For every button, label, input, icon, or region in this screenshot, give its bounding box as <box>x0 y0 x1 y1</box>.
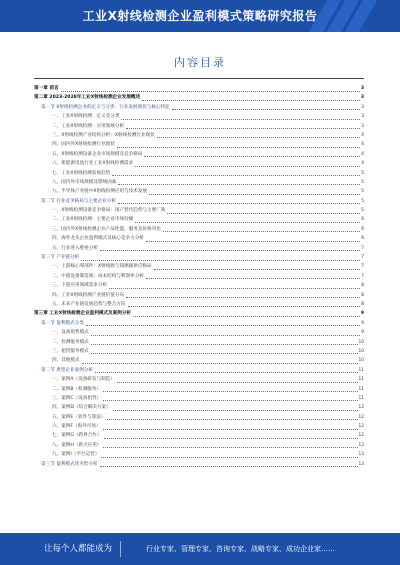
toc-entry[interactable] <box>34 413 364 422</box>
toc-dot-leader <box>103 422 358 430</box>
toc-dot-leader <box>126 291 360 299</box>
toc-entry-page: 13 <box>358 442 364 448</box>
toc-dot-leader <box>146 234 360 242</box>
toc-dot-leader <box>100 460 358 468</box>
toc-entry[interactable] <box>34 328 364 337</box>
toc-entry[interactable] <box>34 460 364 469</box>
toc-entry[interactable] <box>34 169 364 178</box>
toc-dot-leader <box>81 253 360 261</box>
toc-entry-title: 一、上游核心零部件：X射线源与探测器供应格局 <box>52 262 153 271</box>
toc-entry-page: 4 <box>361 132 364 138</box>
toc-entry-title: 一、案例A（设备研发与制造） <box>52 375 116 384</box>
toc-dot-leader <box>135 215 360 223</box>
toc-entry[interactable] <box>34 206 364 215</box>
toc-entry-page: 12 <box>358 424 364 430</box>
toc-dot-leader <box>61 84 360 92</box>
toc-entry[interactable] <box>34 338 364 347</box>
toc-entry-page: 10 <box>358 339 364 345</box>
toc-dot-leader <box>149 187 360 195</box>
toc-divider <box>34 78 364 79</box>
toc-entry-title: 一、设备销售模式 <box>52 328 90 337</box>
toc-entry[interactable] <box>34 178 364 187</box>
toc-entry-title: 第一节 盈利模式分类 <box>41 319 85 328</box>
toc-entry-title: 二、检测服务模式 <box>52 338 90 347</box>
toc-entry-title: 三、下游应用领域需求分析 <box>52 281 108 290</box>
toc-entry[interactable] <box>34 93 364 102</box>
toc-entry-page: 3 <box>361 95 364 101</box>
toc-entry-page: 5 <box>361 208 364 214</box>
toc-entry[interactable] <box>34 319 364 328</box>
toc-entry-title: 四、案例D（综合解决方案） <box>52 403 112 412</box>
toc-entry-page: 5 <box>361 189 364 195</box>
toc-entry[interactable] <box>34 103 364 112</box>
toc-entry[interactable] <box>34 356 364 365</box>
toc-entry[interactable] <box>34 366 364 375</box>
report-title: 工业X射线检测企业盈利模式策略研究报告 <box>82 9 318 23</box>
toc-entry-page: 4 <box>361 151 364 157</box>
toc-entry-page: 6 <box>361 217 364 223</box>
toc-entry[interactable] <box>34 300 364 309</box>
toc-entry-page: 12 <box>358 405 364 411</box>
toc-entry[interactable] <box>34 375 364 384</box>
toc-entry-title: 第三章 工业X射线检测企业盈利模式及案例分析 <box>34 309 132 318</box>
toc-dot-leader <box>112 169 360 177</box>
toc-entry-page: 3 <box>361 114 364 120</box>
toc-entry-page: 7 <box>361 255 364 261</box>
toc-entry-title: 八、案例H（新兴应用） <box>52 441 102 450</box>
toc-entry-title: 九、案例I（平台运营） <box>52 450 100 459</box>
toc-dot-leader <box>144 150 360 158</box>
toc-dot-leader <box>117 140 360 148</box>
toc-dot-leader <box>113 403 358 411</box>
toc-entry-title: 二、中游设备制造商：成本结构与利润率分析 <box>52 272 145 281</box>
toc-entry-title: 二、案例B（检测服务） <box>52 385 102 394</box>
toc-dot-leader <box>118 197 360 205</box>
toc-entry-page: 11 <box>358 395 364 401</box>
toc-entry-page: 3 <box>361 123 364 129</box>
toc-dot-leader <box>142 93 360 101</box>
toc-entry[interactable] <box>34 403 364 412</box>
toc-dot-leader <box>101 450 357 458</box>
toc-dot-leader <box>103 385 357 393</box>
toc-entry-title: 四、国内外X射线检测行业现状 <box>52 140 116 149</box>
toc-entry[interactable] <box>34 262 364 271</box>
toc-dot-leader <box>135 159 360 167</box>
toc-dot-leader <box>133 309 360 317</box>
toc-entry-page: 10 <box>358 358 364 364</box>
toc-dot-leader <box>167 206 360 214</box>
toc-entry-title: 五、未来产业链发展趋势与整合方向 <box>52 300 127 309</box>
toc-entry[interactable] <box>34 441 364 450</box>
toc-entry[interactable] <box>34 291 364 300</box>
toc-entry-page: 13 <box>358 461 364 467</box>
toc-entry-title: 三、X射线检测产业结构分析：X射线检测行业现状 <box>52 131 156 140</box>
toc-entry-title: 第二节 行业竞争格局与主要企业分析 <box>41 197 117 206</box>
toc-entry-page: 9 <box>361 330 364 336</box>
toc-dot-leader <box>117 375 358 383</box>
toc-entry-title: 七、案例G（跨界合作） <box>52 431 103 440</box>
toc-dot-leader <box>91 338 358 346</box>
table-of-contents <box>34 84 364 469</box>
toc-entry-title: 三、租赁服务模式 <box>52 347 90 356</box>
toc-entry[interactable] <box>34 112 364 121</box>
toc-entry-title: 二、工业X射线检测：主要企业市场份额 <box>52 215 134 224</box>
toc-entry-page: 8 <box>361 283 364 289</box>
toc-entry[interactable] <box>34 234 364 243</box>
toc-entry-title: 五、行业进入壁垒分析 <box>52 244 99 253</box>
toc-entry-title: 六、案例F（海外市场） <box>52 422 102 431</box>
toc-dot-leader <box>172 103 361 111</box>
toc-entry[interactable] <box>34 159 364 168</box>
toc-entry[interactable] <box>34 244 364 253</box>
toc-entry-title: 五、案例E（软件与算法） <box>52 413 106 422</box>
toc-entry[interactable] <box>34 197 364 206</box>
toc-entry[interactable] <box>34 150 364 159</box>
toc-dot-leader <box>104 431 358 439</box>
toc-entry-title: 第二节 典型企业案例分析 <box>41 366 94 375</box>
toc-entry-page: 13 <box>358 452 364 458</box>
toc-entry-page: 3 <box>361 86 364 91</box>
toc-entry-title: 第一节 X射线检测企业的定义与分类：行业发展现状与核心特征 <box>41 103 171 112</box>
toc-dot-leader <box>146 272 360 280</box>
toc-entry-page: 6 <box>361 226 364 232</box>
toc-entry-page: 7 <box>361 245 364 251</box>
toc-dot-leader <box>128 300 361 308</box>
toc-entry-page: 8 <box>361 301 364 307</box>
toc-entry-title: 八、国内外市场规模及影响因素 <box>52 178 117 187</box>
toc-entry-page: 12 <box>358 433 364 439</box>
toc-entry-title: 五、X射线检测设备企业市场规模及竞争格局 <box>52 150 143 159</box>
toc-entry-page: 11 <box>358 377 364 383</box>
toc-entry-page: 3 <box>361 104 364 110</box>
toc-entry-title: 一、工业X射线检测：定义及分类 <box>52 112 120 121</box>
toc-entry-page: 11 <box>358 386 364 392</box>
toc-entry-title: 一、X射线检测设备竞争格局：国产替代趋势与主要厂商 <box>52 206 166 215</box>
toc-entry-title: 九、半导体产业链中X射线检测应用与技术发展 <box>52 187 148 196</box>
toc-dot-leader <box>86 319 360 327</box>
toc-entry-title: 第一章 前言 <box>34 84 60 93</box>
toc-entry-page: 6 <box>361 236 364 242</box>
footer-divider <box>120 541 121 557</box>
toc-dot-leader <box>109 281 360 289</box>
toc-entry[interactable] <box>34 431 364 440</box>
header-banner <box>0 0 400 32</box>
toc-dot-leader <box>95 366 358 374</box>
toc-entry[interactable] <box>34 347 364 356</box>
toc-entry-title: 第二章 2023-2028年工业X射线检测企业发展概述 <box>34 93 141 102</box>
toc-dot-leader <box>154 262 361 270</box>
toc-entry[interactable] <box>34 450 364 459</box>
toc-entry-page: 5 <box>361 179 364 185</box>
toc-heading: 内容目录 <box>174 56 226 69</box>
toc-entry-page: 4 <box>361 161 364 167</box>
toc-entry-title: 三、案例C（设备租赁） <box>52 394 102 403</box>
toc-entry[interactable] <box>34 122 364 131</box>
toc-entry-page: 5 <box>361 170 364 176</box>
toc-dot-leader <box>118 178 360 186</box>
toc-entry-page: 7 <box>361 264 364 270</box>
toc-entry[interactable] <box>34 215 364 224</box>
toc-entry[interactable] <box>34 309 364 318</box>
footer-slogan: 让每个人都能成为 <box>44 544 113 554</box>
toc-entry-page: 5 <box>361 198 364 204</box>
toc-entry-title: 三、国内外X射线检测企业产品性能、服务及价格对比 <box>52 225 162 234</box>
toc-dot-leader <box>91 328 361 336</box>
footer-banner <box>0 533 400 565</box>
toc-dot-leader <box>103 441 357 449</box>
toc-dot-leader <box>91 347 358 355</box>
toc-entry[interactable] <box>34 187 364 196</box>
toc-entry[interactable] <box>34 253 364 262</box>
toc-entry-page: 8 <box>361 292 364 298</box>
toc-entry[interactable] <box>34 84 364 93</box>
toc-dot-leader <box>100 244 360 252</box>
toc-entry-title: 第三节 盈利模式优劣势分析 <box>41 460 99 469</box>
toc-entry[interactable] <box>34 131 364 140</box>
toc-entry-page: 4 <box>361 142 364 148</box>
toc-entry-page: 7 <box>361 273 364 279</box>
footer-tagline: 行业专家、管理专家、咨询专家、战略专家、成功企业家…… <box>146 545 335 553</box>
toc-entry[interactable] <box>34 272 364 281</box>
toc-entry[interactable] <box>34 281 364 290</box>
toc-entry-title: 第三节 产业链分析 <box>41 253 80 262</box>
toc-dot-leader <box>163 225 360 233</box>
toc-entry-page: 10 <box>358 348 364 354</box>
toc-dot-leader <box>107 413 357 421</box>
toc-dot-leader <box>157 131 361 139</box>
toc-entry[interactable] <box>34 385 364 394</box>
toc-entry-title: 四、其他模式 <box>52 356 81 365</box>
toc-entry-title: 七、工业X射线检测发展趋势 <box>52 169 111 178</box>
toc-entry-title: 六、新能源电池行业工业X射线检测需求 <box>52 159 134 168</box>
toc-dot-leader <box>103 394 357 402</box>
toc-entry-page: 12 <box>358 414 364 420</box>
toc-entry-page: 11 <box>358 367 364 373</box>
toc-entry-page: 9 <box>361 311 364 317</box>
toc-dot-leader <box>126 122 360 130</box>
toc-entry-title: 四、海外龙头企业盈利模式及核心竞争力分析 <box>52 234 145 243</box>
toc-entry[interactable] <box>34 225 364 234</box>
toc-entry[interactable] <box>34 140 364 149</box>
toc-entry[interactable] <box>34 422 364 431</box>
toc-entry[interactable] <box>34 394 364 403</box>
toc-entry-title: 四、工业X射线检测产业链价值分布 <box>52 291 125 300</box>
toc-entry-title: 二、工业X射线检测：应用领域分析 <box>52 122 125 131</box>
toc-dot-leader <box>82 356 358 364</box>
toc-entry-page: 9 <box>361 320 364 326</box>
toc-dot-leader <box>121 112 360 120</box>
